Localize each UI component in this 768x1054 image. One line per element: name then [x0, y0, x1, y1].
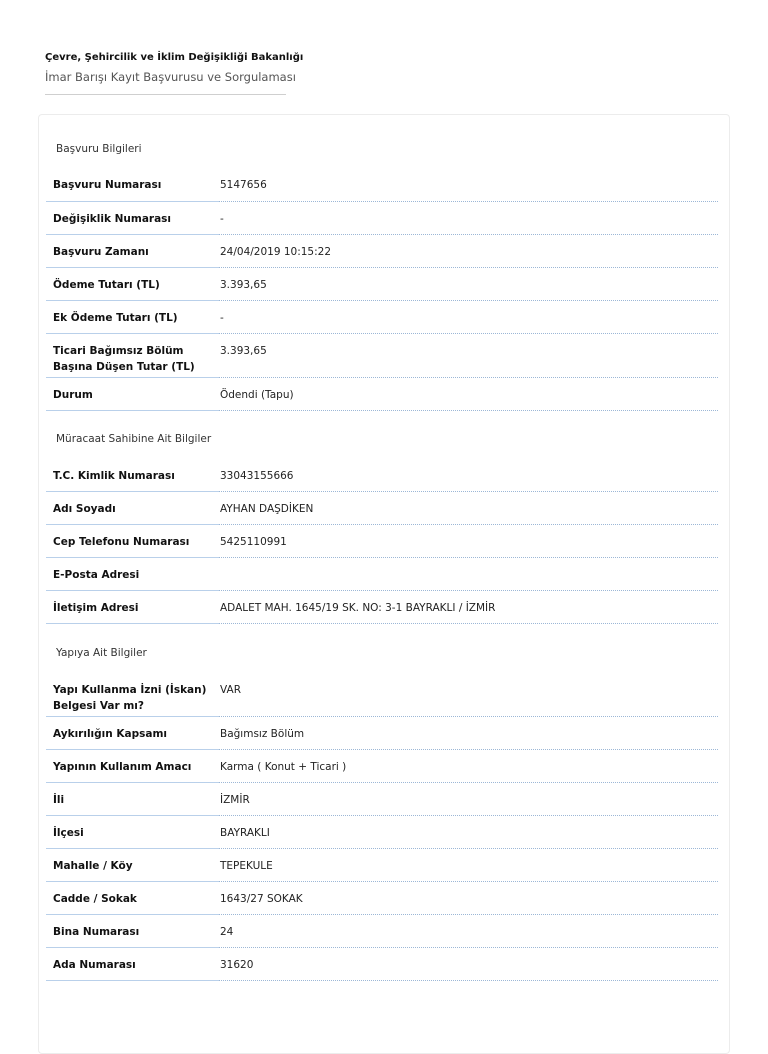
row-value: ADALET MAH. 1645/19 SK. NO: 3-1 BAYRAKLI / İZMİR: [219, 591, 718, 624]
table-row: [46, 783, 718, 816]
row-label: Adı Soyadı: [46, 492, 219, 525]
table-row: [46, 558, 718, 591]
ministry-name: Çevre, Şehircilik ve İklim Değişikliği Bakanlığı: [45, 52, 304, 63]
row-label: Ödeme Tutarı (TL): [46, 268, 219, 301]
row-label: Başvuru Zamanı: [46, 235, 219, 268]
page-header: [45, 50, 304, 95]
row-label: İli: [46, 783, 219, 816]
table-row: [46, 849, 718, 882]
table-row: [46, 750, 718, 783]
table-row: [46, 492, 718, 525]
row-value: AYHAN DAŞDİKEN: [219, 492, 718, 525]
row-value: -: [219, 301, 718, 334]
table-row: [46, 816, 718, 849]
row-value: İZMİR: [219, 783, 718, 816]
row-label: Ek Ödeme Tutarı (TL): [46, 301, 219, 334]
row-label: Mahalle / Köy: [46, 849, 219, 882]
row-label: Yapı Kullanma İzni (İskan) Belgesi Var mı?: [46, 673, 219, 717]
row-value: Karma ( Konut + Ticari ): [219, 750, 718, 783]
row-label: Durum: [46, 378, 219, 411]
row-value: Bağımsız Bölüm: [219, 717, 718, 750]
row-label: Aykırılığın Kapsamı: [46, 717, 219, 750]
row-value: BAYRAKLI: [219, 816, 718, 849]
table-row: [46, 459, 718, 492]
table-row: [46, 378, 718, 411]
row-value: TEPEKULE: [219, 849, 718, 882]
table-row: [46, 717, 718, 750]
row-value: 24/04/2019 10:15:22: [219, 235, 718, 268]
row-label: Yapının Kullanım Amacı: [46, 750, 219, 783]
row-value: 1643/27 SOKAK: [219, 882, 718, 915]
row-value: 5425110991: [219, 525, 718, 558]
row-label: Cadde / Sokak: [46, 882, 219, 915]
row-value: 24: [219, 915, 718, 948]
row-value: VAR: [219, 673, 718, 717]
row-label: İlçesi: [46, 816, 219, 849]
row-label: İletişim Adresi: [46, 591, 219, 624]
row-value: [219, 558, 718, 591]
table-row: [46, 202, 718, 235]
row-value: 33043155666: [219, 459, 718, 492]
row-value: Ödendi (Tapu): [219, 378, 718, 411]
table-row: [46, 673, 718, 717]
table-row: [46, 334, 718, 378]
section-title-building: Yapıya Ait Bilgiler: [56, 647, 147, 659]
row-value: 3.393,65: [219, 334, 718, 378]
row-value: -: [219, 202, 718, 235]
page-subtitle: İmar Barışı Kayıt Başvurusu ve Sorgulaması: [45, 70, 296, 84]
row-value: 3.393,65: [219, 268, 718, 301]
table-row: [46, 235, 718, 268]
row-label: T.C. Kimlik Numarası: [46, 459, 219, 492]
row-label: Cep Telefonu Numarası: [46, 525, 219, 558]
table-row: [46, 882, 718, 915]
row-label: E-Posta Adresi: [46, 558, 219, 591]
section-title-application: Başvuru Bilgileri: [56, 143, 142, 155]
row-label: Başvuru Numarası: [46, 168, 219, 202]
table-row: [46, 591, 718, 624]
table-row: [46, 168, 718, 202]
table-row: [46, 525, 718, 558]
row-value: 5147656: [219, 168, 718, 202]
row-label: Ticari Bağımsız Bölüm Başına Düşen Tutar (TL): [46, 334, 219, 378]
table-row: [46, 948, 718, 981]
row-value: 31620: [219, 948, 718, 981]
table-row: [46, 915, 718, 948]
table-row: [46, 301, 718, 334]
row-label: Bina Numarası: [46, 915, 219, 948]
table-row: [46, 268, 718, 301]
section-title-applicant: Müracaat Sahibine Ait Bilgiler: [56, 433, 212, 445]
row-label: Ada Numarası: [46, 948, 219, 981]
row-label: Değişiklik Numarası: [46, 202, 219, 235]
